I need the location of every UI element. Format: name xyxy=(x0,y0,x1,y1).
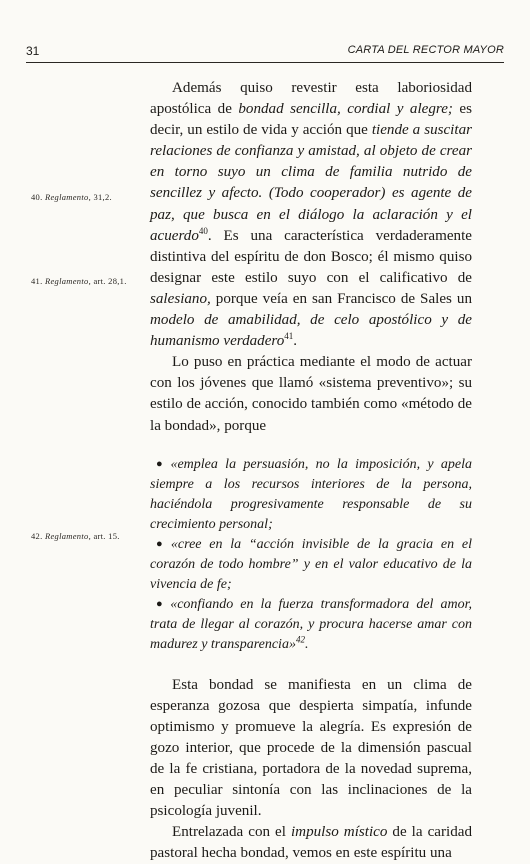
footnote-ref-40: 40 xyxy=(198,225,208,236)
quote-item: ● «cree en la “acción invisible de la gracia en el corazón de todo hombre” y en el valor educativo de la vivencia de fe; xyxy=(150,536,472,592)
margin-note-41: 41. Reglamento, art. 28,1. xyxy=(31,276,127,286)
bullet-icon: ● xyxy=(156,457,167,470)
footnote-ref-41: 41 xyxy=(284,331,294,342)
paragraph-2: Lo puso en práctica mediante el modo de actuar con los jóvenes que llamó «sistema preventivo»; su estilo de acción, conocido también como «método de la bondad», porque xyxy=(150,354,472,434)
running-title: CARTA DEL RECTOR MAYOR xyxy=(347,44,504,56)
margin-note-42: 42. Reglamento, art. 15. xyxy=(31,531,120,541)
paragraph-4: Entrelazada con el impulso místico de la caridad pastoral hecha bondad, vemos en este espíritu una xyxy=(150,824,472,862)
page-header xyxy=(26,40,504,63)
quote-item: ● «emplea la persuasión, no la imposición, y apela siempre a los recursos interiores de la persona, haciéndola progresivamente responsable de su crecimiento personal; xyxy=(150,456,472,532)
paragraph-1: Además quiso revestir esta laboriosidad apostólica de bondad sencilla, cordial y alegre; es decir, un estilo de vida y acción que tiende a suscitar relaciones de confianza y amistad, al objeto de crear en torno suyo un clima de familia nutrido de sencillez y afecto. (Todo cooperador) es agente de paz, que busca en el diálogo la aclaración y el acuerdo$^{40}$. Es una característica verdaderamente distintiva del espíritu de don Bosco; él mismo quiso designar este estilo suyo con el calificativo de salesiano, porque veía en san Francisco de Sales un modelo de amabilidad, de celo apostólico y de humanismo verdadero$^{41}$. xyxy=(150,80,472,350)
page-number: 31 xyxy=(26,44,40,58)
quote-list xyxy=(150,455,472,655)
bullet-icon: ● xyxy=(156,597,167,610)
quote-item: ● «confiando en la fuerza transformadora del amor, trata de llegar al corazón, y procura hacerse amar con madurez y transparencia»$^{42}$. xyxy=(150,596,472,652)
bullet-icon: ● xyxy=(156,537,167,550)
paragraph-3: Esta bondad se manifiesta en un clima de esperanza gozosa que despierta simpatía, infunde optimismo y promueve la alegría. Es expresión de gozo interior, que procede de la dimensión pascual de la fe cristiana, portadora de la novedad suprema, en peculiar sintonía con las inclinaciones de la psicología juvenil. xyxy=(150,676,472,820)
footnote-ref-42: 42 xyxy=(295,633,305,644)
body-text xyxy=(150,78,472,864)
margin-note-40: 40. Reglamento, 31,2. xyxy=(31,192,112,202)
